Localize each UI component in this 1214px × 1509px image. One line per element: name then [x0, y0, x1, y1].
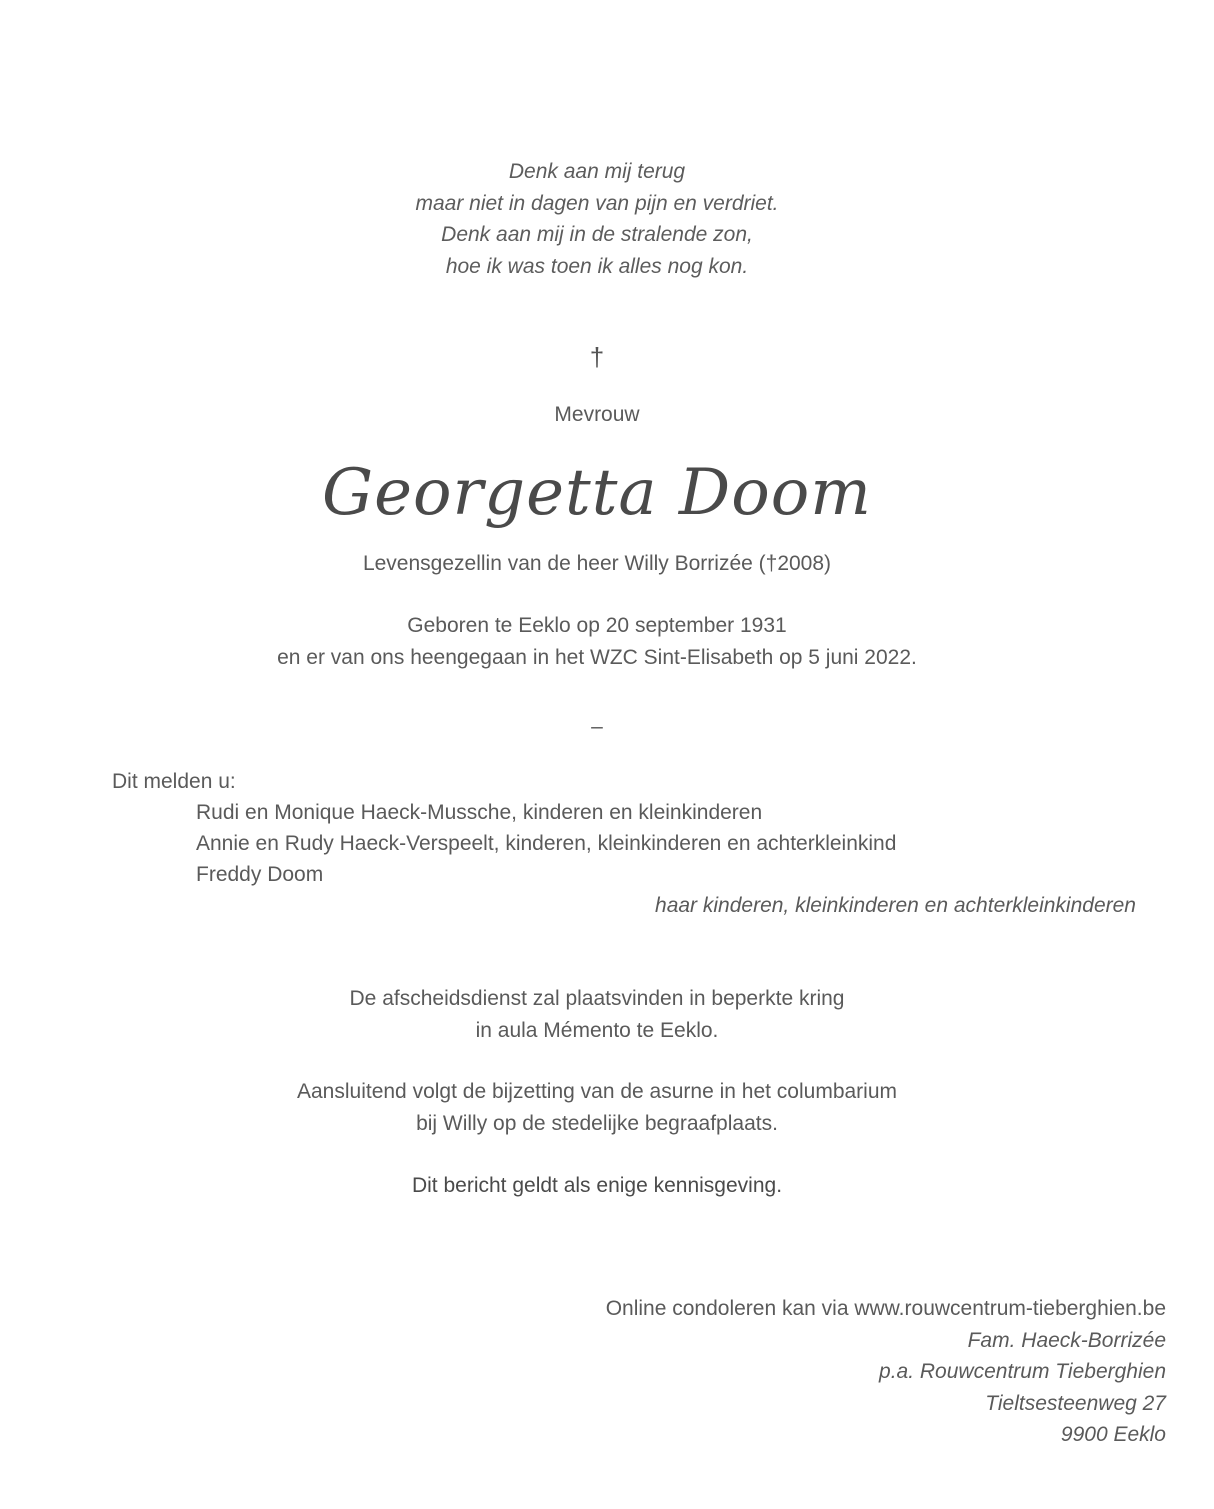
family-member: Freddy Doom — [196, 863, 324, 886]
poem-line: maar niet in dagen van pijn en verdriet. — [415, 191, 779, 215]
condolence-line: Online condoleren kan via www.rouwcentrum-tieberghien.be — [605, 1297, 1166, 1320]
burial-line: Aansluitend volgt de bijzetting van de asurne in het columbarium — [296, 1080, 898, 1103]
ceremony-info — [0, 983, 1194, 1046]
partner-line: Levensgezellin van de heer Willy Borrizée (†2008) — [362, 552, 832, 575]
family-caption: haar kinderen, kleinkinderen en achterkleinkinderen — [655, 894, 1136, 917]
announcement-label: Dit melden u: — [112, 770, 236, 793]
footer — [606, 1293, 1166, 1451]
care-of: p.a. Rouwcentrum Tieberghien — [879, 1360, 1166, 1383]
street-address: Tieltsesteenweg 27 — [985, 1391, 1166, 1415]
city-address: 9900 Eeklo — [1060, 1423, 1166, 1446]
burial-info — [0, 1076, 1194, 1139]
ceremony-line: De afscheidsdienst zal plaatsvinden in beperkte kring — [349, 987, 845, 1010]
poem — [0, 156, 1194, 282]
burial-line: bij Willy op de stedelijke begraafplaats. — [416, 1111, 778, 1135]
separator: – — [591, 715, 603, 738]
family-member: Rudi en Monique Haeck-Mussche, kinderen en kleinkinderen — [196, 801, 763, 824]
deceased-name: Georgetta Doom — [322, 456, 872, 530]
poem-line: hoe ik was toen ik alles nog kon. — [445, 254, 749, 278]
life-dates — [0, 610, 1194, 673]
poem-line: Denk aan mij terug — [508, 160, 686, 183]
notice: Dit bericht geldt als enige kennisgeving. — [411, 1174, 783, 1197]
family-contact: Fam. Haeck-Borrizée — [967, 1328, 1166, 1352]
family-member: Annie en Rudy Haeck-Verspeelt, kinderen, kleinkinderen en achterkleinkind — [196, 832, 897, 855]
death-line: en er van ons heengegaan in het WZC Sint-Elisabeth op 5 juni 2022. — [277, 645, 917, 669]
poem-line: Denk aan mij in de stralende zon, — [441, 223, 753, 246]
birth-line: Geboren te Eeklo op 20 september 1931 — [407, 614, 787, 637]
ceremony-line: in aula Mémento te Eeklo. — [475, 1018, 719, 1042]
salutation: Mevrouw — [554, 403, 640, 426]
family-list — [196, 797, 896, 890]
cross-icon: † — [589, 342, 605, 372]
